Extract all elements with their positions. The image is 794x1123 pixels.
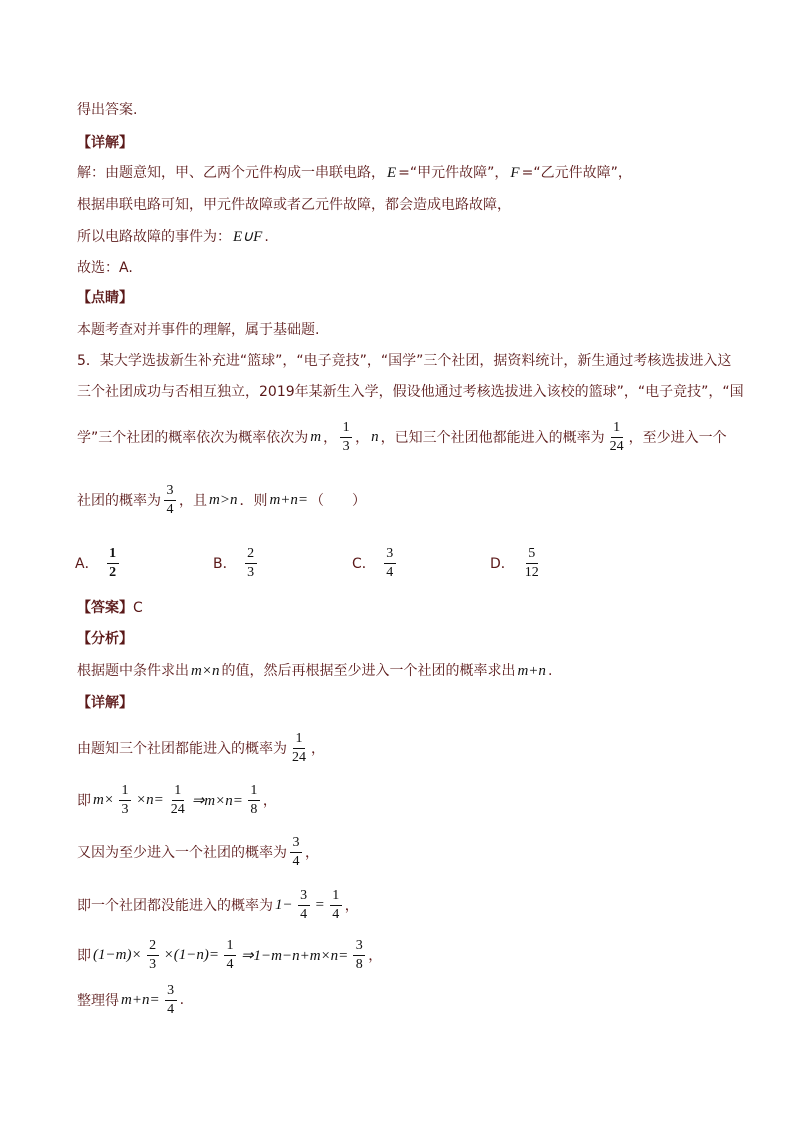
fraction-denominator: 3 [247, 564, 255, 580]
step-fraction [353, 938, 365, 973]
fraction-numerator: 3 [164, 483, 176, 501]
option-c [352, 543, 399, 583]
detail-header: 【详解】 [77, 135, 133, 151]
fraction-numerator: 1 [107, 546, 119, 564]
fraction-denominator: 4 [332, 906, 340, 922]
q5-fraction-all-clubs [608, 420, 626, 455]
fraction-denominator: 24 [609, 438, 624, 454]
step-fraction [298, 888, 310, 923]
fraction-numerator: 1 [119, 783, 131, 801]
comment-header: 【点睛】 [77, 290, 133, 306]
event-e-definition: =“甲元件故障”， [398, 165, 509, 181]
step-fraction [248, 783, 260, 818]
answer-header: 【答案】 [77, 600, 133, 616]
step-end: ， [368, 948, 383, 964]
step-end: ， [305, 845, 319, 861]
step-text: 由题知三个社团都能进入的概率为 [77, 741, 287, 757]
analysis-text-c: . [547, 663, 553, 679]
fraction-denominator: 24 [170, 801, 185, 817]
fraction-denominator: 4 [166, 501, 174, 517]
step-fraction [290, 731, 308, 766]
conclusion-line: 得出答案. [77, 102, 138, 118]
option-fraction [384, 546, 396, 581]
fraction-numerator: 1 [224, 938, 236, 956]
step-text: 又因为至少进入一个社团的概率为 [77, 845, 287, 861]
option-a [75, 543, 122, 583]
step-expr: ×(1−n)= [163, 946, 219, 963]
event-union-text: 所以电路故障的事件为： [77, 229, 231, 245]
step-end: ， [344, 898, 359, 914]
step-expr: m+n= [121, 991, 160, 1008]
fraction-denominator: 12 [524, 564, 539, 580]
detail-step5 [77, 935, 382, 975]
detail-step2 [77, 780, 277, 820]
detail-step4 [77, 885, 359, 925]
q5-line4-text-b: ，且 [179, 493, 207, 509]
choice-line: 故选：A. [77, 260, 133, 276]
detail-step6 [77, 980, 184, 1020]
fraction-numerator: 3 [384, 546, 396, 564]
q5-line3-text-a: 学”三个社团的概率依次为概率依次为 [77, 430, 309, 446]
q5-line4-text-c: ．则 [239, 493, 268, 509]
analysis-header: 【分析】 [77, 631, 133, 647]
fraction-denominator: 4 [226, 956, 234, 972]
q5-line4-text-a: 社团的概率为 [77, 493, 161, 509]
step-text: 整理得 [77, 993, 119, 1009]
fraction-numerator: 1 [172, 783, 184, 801]
event-union-end: . [264, 229, 269, 245]
step-expr: ⇒1−m−n+m×n= [240, 947, 349, 964]
fraction-denominator: 3 [149, 956, 157, 972]
event-union-line [77, 227, 269, 247]
event-union-expr: E∪F [233, 229, 263, 245]
fraction-denominator: 8 [250, 801, 258, 817]
option-label: D． [490, 556, 515, 572]
fraction-denominator: 4 [167, 1001, 175, 1017]
event-f: F [510, 165, 520, 181]
comment-line: 本题考查对并事件的理解，属于基础题. [77, 322, 320, 338]
solve-line [77, 163, 632, 183]
q5-sep: ， [355, 430, 370, 446]
step-expr: = [314, 896, 325, 913]
fraction-denominator: 2 [109, 564, 117, 580]
option-label: A． [75, 556, 99, 572]
q5-target-expr: m+n= [269, 491, 309, 508]
option-b [213, 543, 260, 583]
q5-answer-blank: （ ） [310, 493, 367, 509]
solve-intro: 解：由题意知，甲、乙两个元件构成一串联电路， [77, 165, 385, 181]
series-circuit-line: 根据串联电路可知，甲元件故障或者乙元件故障，都会造成电路故障， [77, 197, 511, 213]
step-text: 即 [77, 793, 91, 809]
step-fraction [330, 888, 342, 923]
analysis-expr-product: m×n [191, 663, 220, 679]
fraction-denominator: 4 [292, 853, 300, 869]
q5-sep: ， [323, 430, 338, 446]
fraction-numerator: 3 [298, 888, 310, 906]
option-fraction [523, 546, 541, 581]
fraction-numerator: 3 [290, 835, 302, 853]
fraction-numerator: 2 [245, 546, 257, 564]
option-fraction [107, 546, 119, 581]
step-expr: 1− [275, 896, 293, 913]
question5-line4 [77, 480, 366, 520]
step-fraction [119, 783, 131, 818]
fraction-numerator: 2 [147, 938, 159, 956]
fraction-numerator: 1 [293, 731, 305, 749]
fraction-numerator: 3 [165, 983, 177, 1001]
q5-fraction-at-least-one [164, 483, 176, 518]
detail-step1 [77, 728, 325, 768]
question5-line2: 三个社团成功与否相互独立，2019年某新生入学，假设他通过考核选拔进入该校的篮球”，“电子竞技”，“国 [77, 384, 744, 400]
fraction-denominator: 24 [292, 749, 306, 765]
fraction-numerator: 1 [248, 783, 260, 801]
option-fraction [245, 546, 257, 581]
q5-condition: m>n [209, 491, 238, 508]
fraction-denominator: 3 [121, 801, 129, 817]
question5-line3 [77, 417, 727, 457]
q5-fraction-one-third [340, 420, 352, 455]
option-label: C． [352, 556, 376, 572]
fraction-numerator: 1 [330, 888, 342, 906]
step-expr: ×n= [135, 791, 164, 808]
q5-line3-text-c: ，至少进入一个 [628, 430, 727, 446]
answer-value: C [133, 600, 143, 616]
step-expr: ⇒m×n= [191, 792, 243, 809]
step-fraction [290, 835, 302, 870]
option-label: B． [213, 556, 237, 572]
fraction-numerator: 1 [611, 420, 623, 438]
step-expr: (1−m)× [93, 946, 142, 963]
step-fraction [147, 938, 159, 973]
event-e: E [387, 165, 397, 181]
q5-var-n: n [371, 428, 379, 445]
analysis-line [77, 661, 552, 681]
detail-header-2: 【详解】 [77, 695, 133, 711]
fraction-denominator: 4 [300, 906, 308, 922]
fraction-numerator: 1 [340, 420, 352, 438]
analysis-expr-sum: m+n [517, 663, 546, 679]
fraction-numerator: 5 [526, 546, 538, 564]
fraction-numerator: 3 [353, 938, 365, 956]
option-d [490, 543, 544, 583]
detail-step3 [77, 832, 319, 872]
fraction-denominator: 4 [386, 564, 394, 580]
question5-line1: 5．某大学选拔新生补充进“篮球”，“电子竞技”，“国学”三个社团，据资料统计，新生通过考核选拔进入这 [77, 353, 732, 369]
q5-line3-text-b: ，已知三个社团他都能进入的概率为 [380, 430, 605, 446]
answer-line [77, 598, 143, 618]
step-end: ， [262, 793, 277, 809]
step-end: ， [311, 741, 325, 757]
step-text: 即 [77, 948, 91, 964]
step-expr: m× [93, 791, 114, 808]
step-fraction [169, 783, 187, 818]
step-end: . [179, 992, 185, 1008]
fraction-denominator: 3 [342, 438, 350, 454]
step-fraction [165, 983, 177, 1018]
fraction-denominator: 8 [355, 956, 363, 972]
q5-var-m: m [310, 428, 322, 445]
step-fraction [224, 938, 236, 973]
analysis-text-a: 根据题中条件求出 [77, 663, 189, 679]
event-f-definition: =“乙元件故障”， [521, 165, 632, 181]
analysis-text-b: 的值，然后再根据至少进入一个社团的概率求出 [221, 663, 516, 679]
step-text: 即一个社团都没能进入的概率为 [77, 898, 273, 914]
